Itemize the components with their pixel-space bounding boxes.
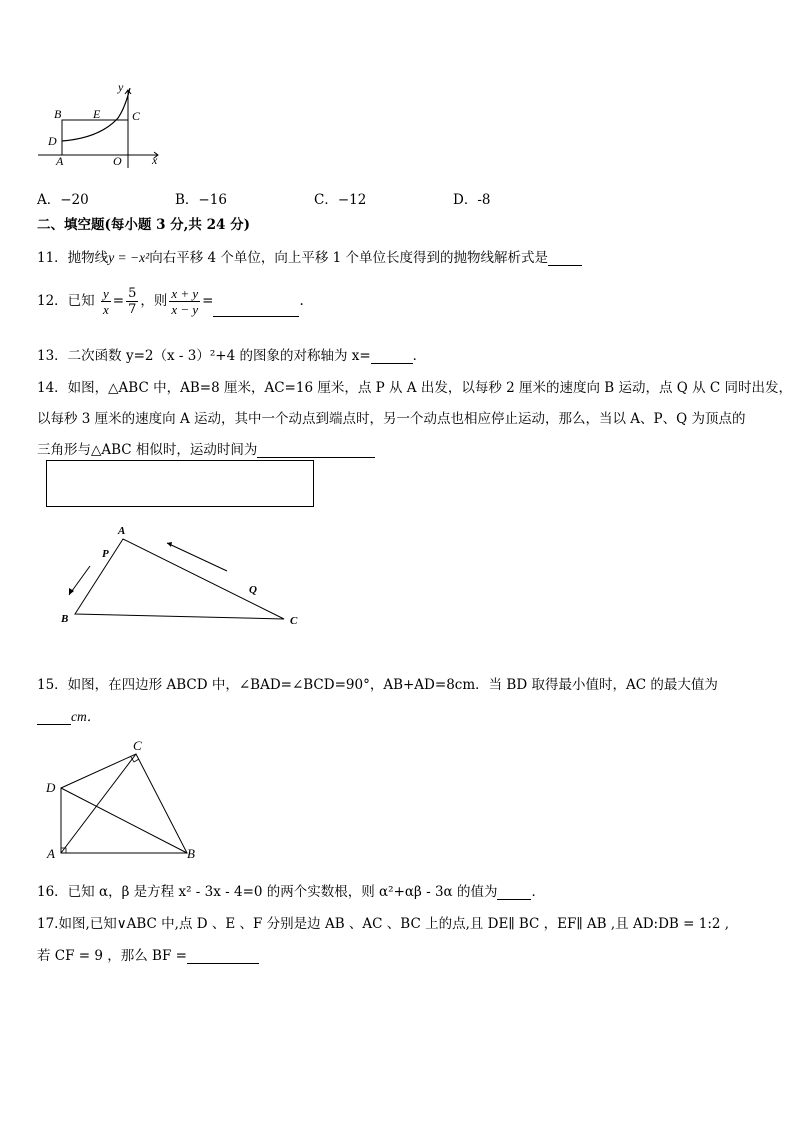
q12-eq1: =	[112, 293, 125, 309]
q17-line2-text: 若 CF = 9 ，那么 BF =	[37, 948, 187, 964]
fraction-sum-over-diff: $\frac{x + y}{x - y}$	[171, 286, 199, 317]
answer-box[interactable]	[46, 460, 314, 507]
q16-end: ．	[531, 884, 545, 900]
q14-answer-blank[interactable]	[257, 443, 375, 458]
label-a: A	[47, 846, 55, 861]
fraction-5-over-7: $\frac{5}{7}$	[128, 286, 137, 317]
q17-line1: 17.如图,已知∨ABC 中,点 D 、E 、F 分别是边 AB 、AC 、BC 上的点,且 DE∥ BC ，EF∥ AB ,且 AD:DB = 1:2 ,	[37, 916, 730, 932]
label-b: B	[54, 107, 62, 121]
question-12	[37, 286, 304, 317]
label-a: A	[56, 154, 64, 168]
q12-prefix: 12．已知	[37, 293, 95, 309]
diagonal-bd	[61, 788, 187, 853]
q13-end: ．	[412, 348, 427, 364]
figure-q14	[55, 522, 305, 630]
label-b: B	[187, 846, 195, 861]
q11-expr: y = −x²	[108, 250, 150, 265]
q14-line1: 14．如图，△ABC 中，AB=8 厘米，AC=16 厘米，点 P 从 A 出发，以每秒 2 厘米的速度向 B 运动，点 Q 从 C 同时出发，	[37, 380, 793, 396]
label-y: y	[118, 80, 124, 94]
q13-answer-blank[interactable]	[371, 349, 413, 364]
label-c: C	[132, 109, 141, 123]
figure-q15	[40, 735, 205, 863]
diagonal-ac	[61, 754, 136, 853]
q12-eq2: =	[202, 293, 214, 309]
label-c: C	[133, 738, 142, 753]
option-d: D．-8	[453, 192, 491, 208]
q12-answer-blank[interactable]	[213, 302, 299, 317]
q15-line1: 15．如图，在四边形 ABCD 中，∠BAD=∠BCD=90°，AB+AD=8cm．当 BD 取得最小值时，AC 的最大值为	[37, 677, 718, 693]
label-b: B	[61, 613, 69, 625]
label-o: O	[113, 154, 122, 168]
q15-line2	[37, 705, 100, 725]
rectangle-abco	[62, 120, 128, 155]
q14-line3	[37, 438, 375, 458]
label-q: Q	[249, 584, 257, 596]
option-a: A．−20	[37, 192, 89, 208]
q12-end: .	[299, 293, 304, 309]
q11-prefix: 11．抛物线	[37, 250, 109, 266]
label-d: D	[48, 134, 57, 148]
label-p: P	[102, 548, 109, 560]
q13-text: 13．二次函数 y=2（x - 3）²+4 的图象的对称轴为 x=	[37, 348, 371, 364]
option-c: C．−12	[314, 192, 367, 208]
q16-answer-blank[interactable]	[497, 885, 531, 900]
question-16	[37, 880, 545, 900]
q15-unit: cm．	[71, 709, 101, 724]
label-a: A	[118, 525, 126, 537]
q12-mid: ，则	[140, 293, 168, 309]
label-c: C	[290, 615, 298, 627]
section-title: 二、填空题(每小题 3 分,共 24 分)	[37, 217, 250, 233]
quadrilateral-abcd	[61, 754, 187, 853]
q15-answer-blank[interactable]	[37, 710, 71, 725]
question-13	[37, 344, 426, 364]
fraction-y-over-x: $\frac{y}{x}$	[102, 286, 109, 317]
q11-answer-blank[interactable]	[548, 251, 582, 266]
arrow-q	[167, 543, 227, 571]
figure-q10	[30, 78, 175, 170]
q14-line3-text: 三角形与△ABC 相似时，运动时间为	[37, 442, 258, 458]
label-d: D	[46, 780, 56, 795]
q17-answer-blank[interactable]	[187, 949, 259, 964]
label-x: x	[152, 153, 158, 167]
q14-line2: 以每秒 3 厘米的速度向 A 运动，其中一个动点到端点时，另一个动点也相应停止运动，那么，当以 A、P、Q 为顶点的	[37, 411, 746, 427]
q11-suffix: 向右平移 4 个单位，向上平移 1 个单位长度得到的抛物线解析式是	[149, 250, 549, 266]
q16-text: 16．已知 α，β 是方程 x² - 3x - 4=0 的两个实数根，则 α²+αβ - 3α 的值为	[37, 884, 498, 900]
label-e: E	[93, 107, 101, 121]
question-11	[37, 246, 582, 266]
option-b: B．−16	[175, 192, 227, 208]
q17-line2	[37, 944, 259, 964]
